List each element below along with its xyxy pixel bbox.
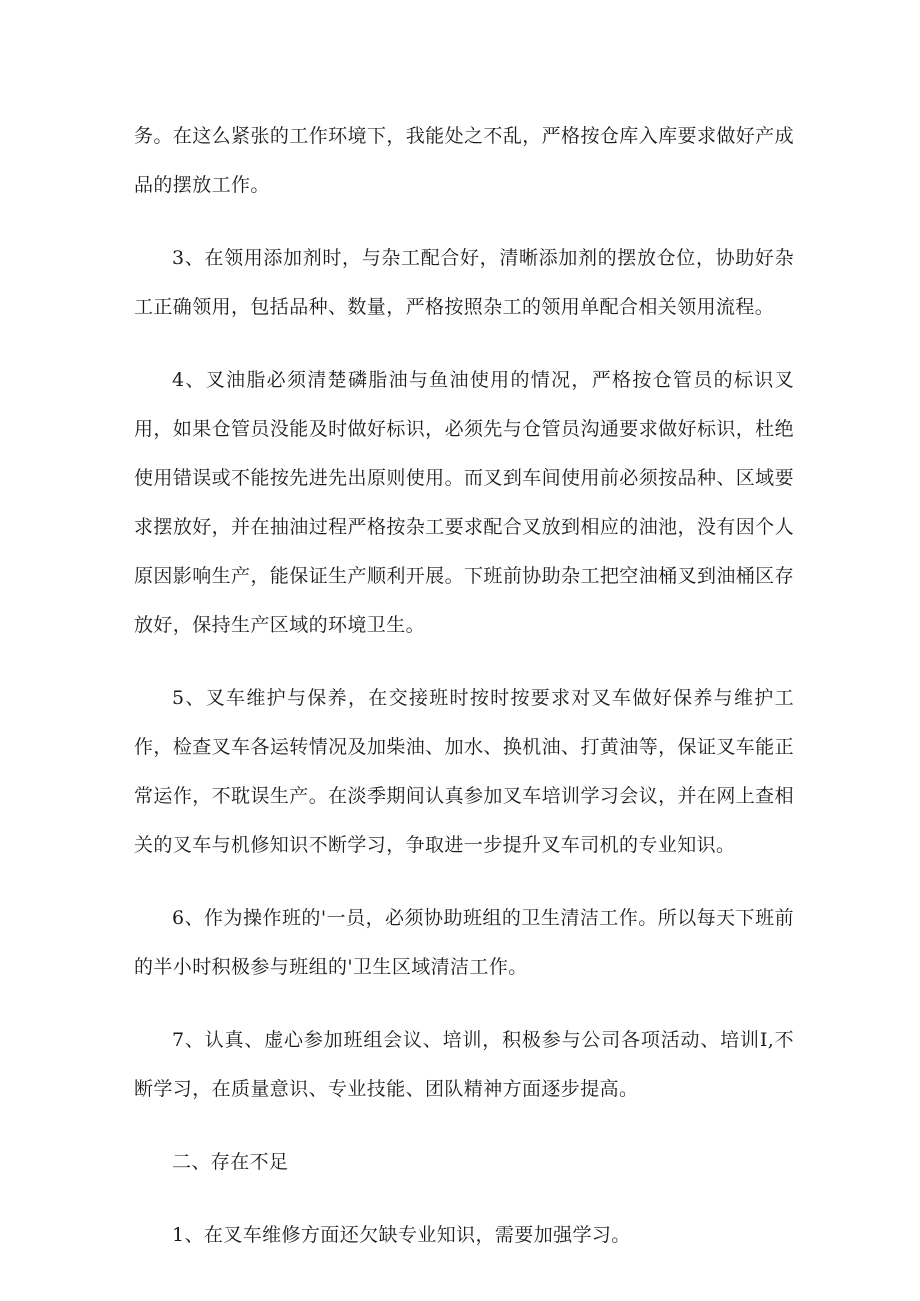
section-heading-shortcomings: 二、存在不足 [172, 1151, 289, 1173]
paragraph-continuation: 务。在这么紧张的工作环境下，我能处之不乱，严格按仓库入库要求做好产成品的摆放工作。 [134, 125, 794, 196]
paragraph-item-6: 6、作为操作班的'一员，必须协助班组的卫生清洁工作。所以每天下班前的半小时积极参与班组的'卫生区域清洁工作。 [134, 907, 794, 978]
paragraph-item-3: 3、在领用添加剂时，与杂工配合好，清晰添加剂的摆放仓位，协助好杂工正确领用，包括品种、数量，严格按照杂工的领用单配合相关领用流程。 [134, 247, 794, 318]
paragraph-item-4: 4、叉油脂必须清楚磷脂油与鱼油使用的情况，严格按仓管员的标识叉用，如果仓管员没能及时做好标识，必须先与仓管员沟通要求做好标识，杜绝使用错误或不能按先进先出原则使用。而叉到车间使用前必须按品种、区域要求摆放好，并在抽油过程严格按杂工要求配合叉放到相应的油池，没有因个人原因影响生产，能保证生产顺利开展。下班前协助杂工把空油桶叉到油桶区存放好，保持生产区域的环境卫生。 [134, 369, 794, 636]
paragraph-item-5: 5、叉车维护与保养，在交接班时按时按要求对叉车做好保养与维护工作，检查叉车各运转情况及加柴油、加水、换机油、打黄油等，保证叉车能正常运作，不耽误生产。在淡季期间认真参加叉车培训学习会议，并在网上查相关的叉车与机修知识不断学习，争取进一步提升叉车司机的专业知识。 [134, 687, 794, 856]
paragraph-item-7: 7、认真、虚心参加班组会议、培训，积极参与公司各项活动、培训I,不断学习，在质量意识、专业技能、团队精神方面逐步提高。 [134, 1029, 794, 1100]
document-body [134, 112, 794, 1284]
paragraph-shortcoming-1: 1、在叉车维修方面还欠缺专业知识，需要加强学习。 [172, 1224, 631, 1246]
